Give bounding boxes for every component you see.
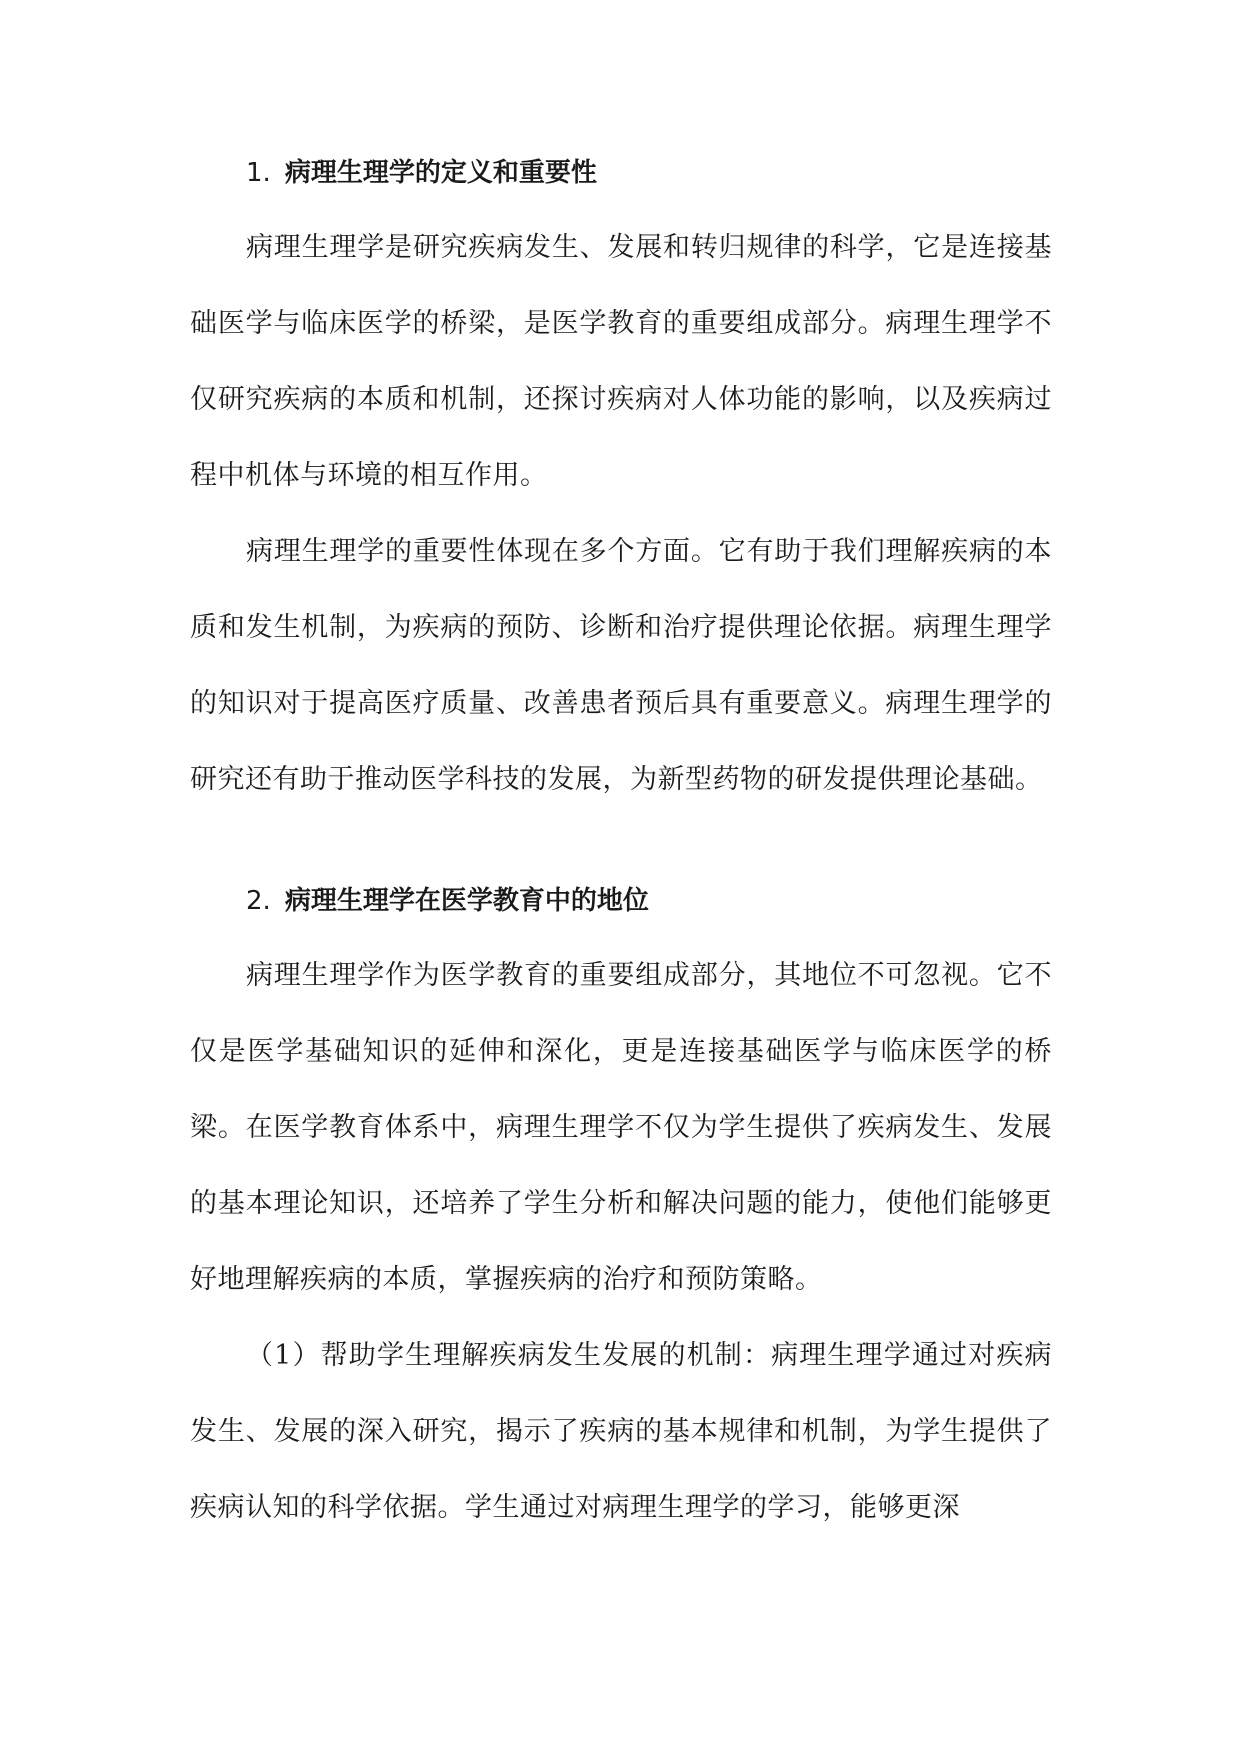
paragraph: （1）帮助学生理解疾病发生发展的机制：病理生理学通过对疾病发生、发展的深入研究，揭示了疾病的基本规律和机制，为学生提供了疾病认知的科学依据。学生通过对病理生理学的学习，能够更深 xyxy=(190,1340,1052,1523)
document-body xyxy=(190,144,1052,1546)
section-title: 病理生理学在医学教育中的地位 xyxy=(284,886,649,916)
paragraph: 病理生理学的重要性体现在多个方面。它有助于我们理解疾病的本质和发生机制，为疾病的预防、诊断和治疗提供理论依据。病理生理学的知识对于提高医疗质量、改善患者预后具有重要意义。病理生理学的研究还有助于推动医学科技的发展，为新型药物的研发提供理论基础。 xyxy=(190,536,1052,795)
spacer xyxy=(190,202,1052,210)
spacer xyxy=(190,930,1052,938)
section-title: 病理生理学的定义和重要性 xyxy=(284,158,597,188)
section-number: 2. xyxy=(246,886,271,916)
section-number: 1. xyxy=(246,158,271,188)
paragraph: 病理生理学是研究疾病发生、发展和转归规律的科学，它是连接基础医学与临床医学的桥梁，是医学教育的重要组成部分。病理生理学不仅研究疾病的本质和机制，还探讨疾病对人体功能的影响，以及疾病过程中机体与环境的相互作用。 xyxy=(190,232,1052,491)
section-heading-1 xyxy=(190,144,1052,202)
paragraph: 病理生理学作为医学教育的重要组成部分，其地位不可忽视。它不仅是医学基础知识的延伸和深化，更是连接基础医学与临床医学的桥梁。在医学教育体系中，病理生理学不仅为学生提供了疾病发生、发展的基本理论知识，还培养了学生分析和解决问题的能力，使他们能够更好地理解疾病的本质，掌握疾病的治疗和预防策略。 xyxy=(190,960,1052,1295)
spacer xyxy=(190,818,1052,872)
section-heading-2 xyxy=(190,872,1052,930)
